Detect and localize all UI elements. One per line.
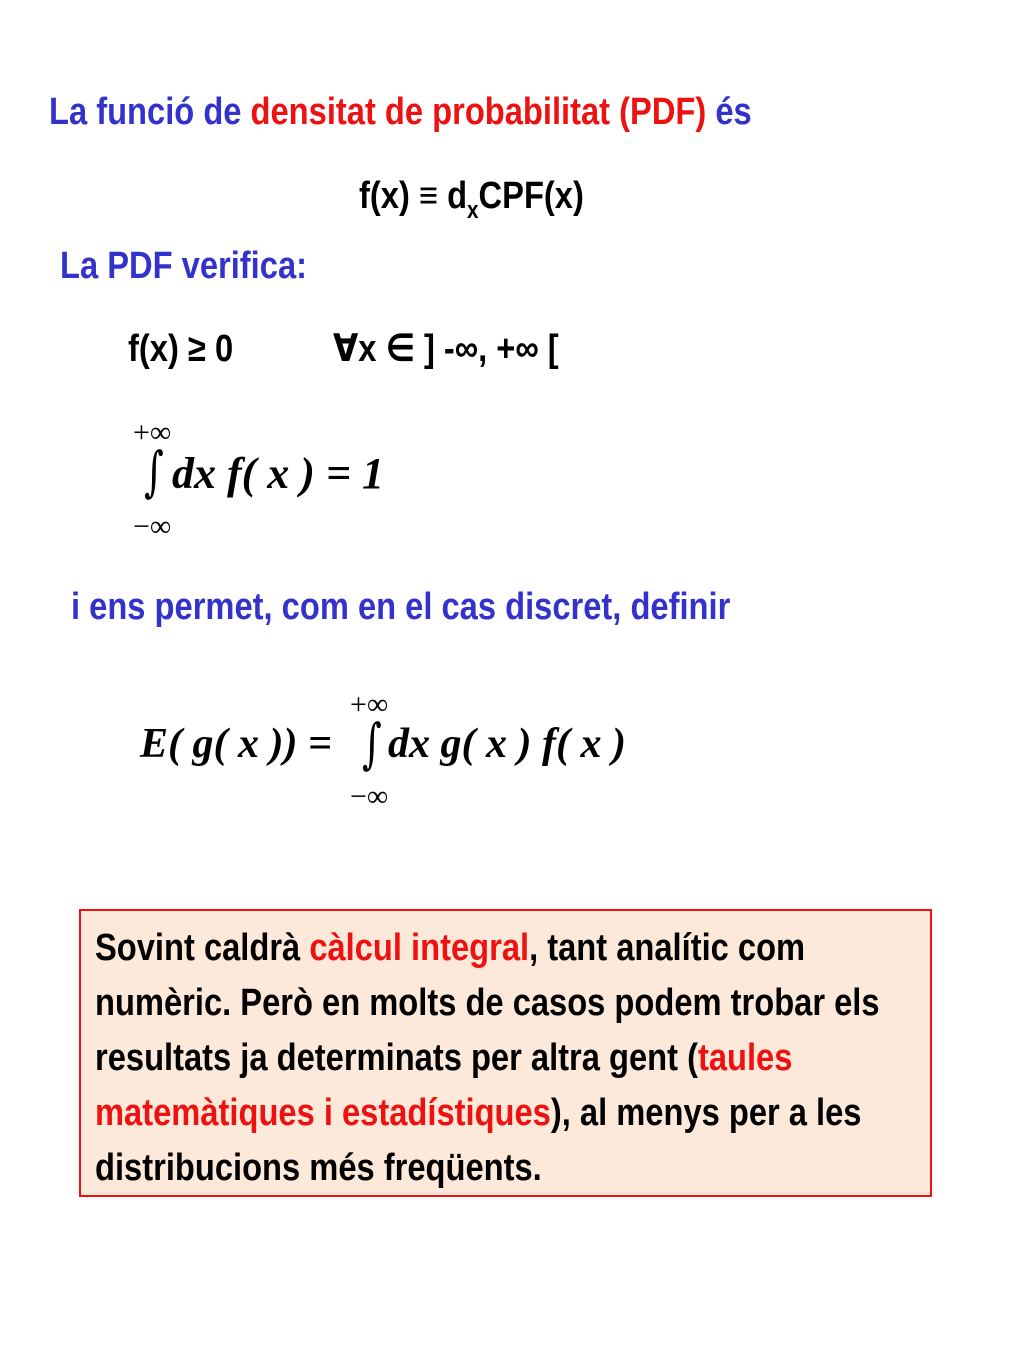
expectation-rhs: dx g( x ) f( x ): [388, 721, 626, 767]
domain-condition: [333, 330, 559, 368]
note-highlight-tables: taules matemàtiques i estadístiques: [95, 1037, 793, 1134]
expectation-upper-limit: +∞: [350, 688, 389, 721]
normalization-integral-sign: ∫: [144, 440, 164, 503]
note-highlight-integral: càlcul integral: [309, 927, 530, 969]
geq-symbol: ≥: [187, 328, 206, 370]
pdf-definition-formula: [359, 177, 584, 223]
normalization-upper-limit: +∞: [133, 416, 172, 449]
expectation-heading: i ens permet, com en el cas discret, definir: [71, 586, 731, 628]
definition-d: d: [447, 175, 468, 217]
element-of-symbol: ∈: [385, 328, 415, 370]
condition-zero: 0: [214, 328, 234, 370]
definition-lhs: f(x): [359, 175, 410, 217]
expectation-lower-limit: −∞: [350, 780, 389, 813]
expectation-lhs: E( g( x )) =: [140, 721, 332, 767]
condition-interval: ] -∞, +∞ [: [423, 328, 559, 370]
slide-title: [49, 93, 752, 131]
title-highlight: densitat de probabilitat (PDF): [250, 91, 707, 133]
note-text-1: Sovint caldrà: [95, 927, 310, 969]
definition-rhs: CPF(x): [478, 175, 584, 217]
note-box: [79, 909, 932, 1197]
title-text-end: és: [706, 91, 752, 133]
expectation-integral-sign: ∫: [362, 712, 382, 775]
note-text: [95, 921, 903, 1196]
title-text-start: La funció de: [49, 91, 251, 133]
forall-symbol: ∀: [333, 328, 359, 370]
nonnegativity-condition: [128, 330, 233, 368]
definition-subscript: x: [467, 197, 479, 224]
condition-variable: x: [358, 328, 377, 370]
normalization-lower-limit: −∞: [133, 510, 172, 543]
note-text-3: ), al menys per a les distribucions més freqüents.: [95, 1092, 862, 1189]
verify-heading: La PDF verifica:: [60, 245, 308, 287]
condition-lhs: f(x): [128, 328, 179, 370]
note-text-2: , tant analític com numèric. Però en molts de casos podem trobar els resultats ja determinats per altra gent (: [95, 927, 880, 1079]
normalization-expression: dx f( x ) = 1: [172, 449, 385, 498]
equiv-symbol: ≡: [418, 175, 438, 217]
